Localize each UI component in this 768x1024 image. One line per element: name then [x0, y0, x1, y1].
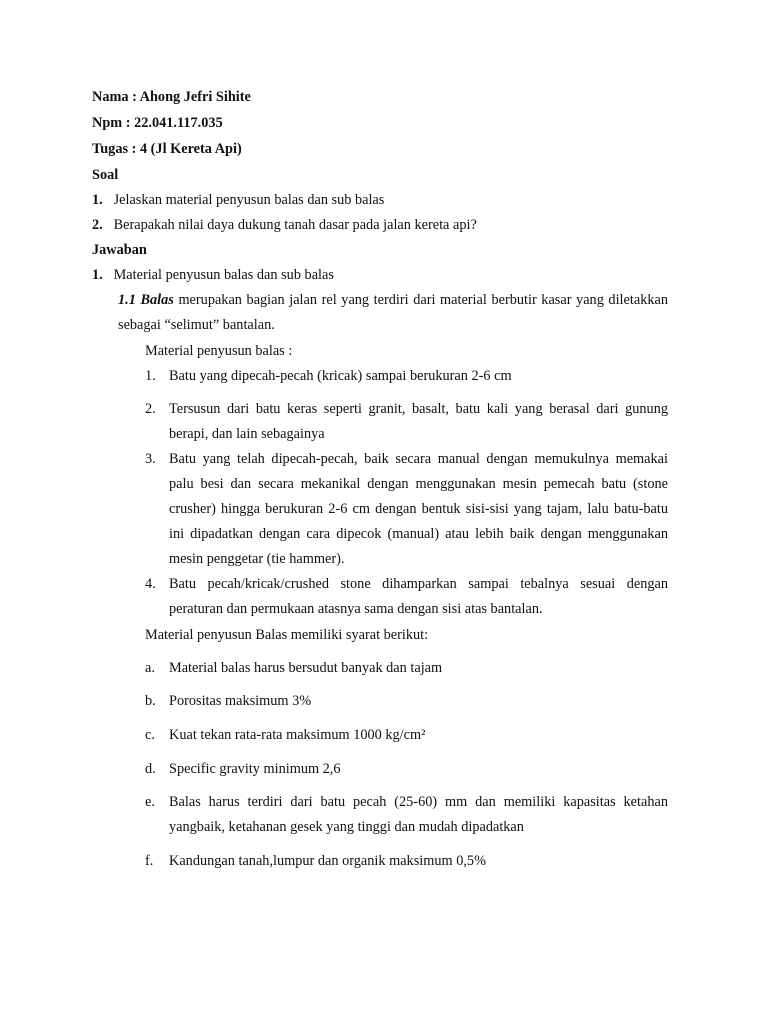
balas-label: 1.1 Balas: [118, 292, 174, 308]
syarat-item-text: Porositas maksimum 3%: [169, 693, 312, 709]
syarat-item-text: Kuat tekan rata-rata maksimum 1000 kg/cm²: [169, 727, 426, 743]
assignment-title: Tugas : 4 (Jl Kereta Api): [92, 141, 242, 157]
syarat-item-letter: d.: [145, 761, 156, 777]
syarat-item: [145, 757, 668, 782]
syarat-item-letter: f.: [145, 853, 154, 869]
balas-text: merupakan bagian jalan rel yang terdiri dari material berbutir kasar yang diletakkan sebagai “selimut” bantalan.: [118, 292, 668, 333]
jawaban-item: [92, 266, 334, 284]
material-item-text: Batu yang telah dipecah-pecah, baik secara manual dengan memukulnya memakai palu besi dan secara mekanikal dengan menggunakan mesin pemecah batu (stone crusher) hingga berukuran 2-6 cm dengan bentuk sisi-sisi yang tajam, lalu batu-batu ini dipadatkan dengan cara dipecok (manual) atau lebih baik dengan menggunakan mesin penggetar (tie hammer).: [169, 451, 668, 567]
syarat-item-text: Balas harus terdiri dari batu pecah (25-60) mm dan memiliki kapasitas ketahan yangbaik, ketahanan gesek yang tinggi dan mudah dipadatkan: [169, 794, 668, 835]
syarat-item: [145, 723, 668, 748]
jawaban-item-number: 1.: [92, 267, 103, 283]
syarat-item-text: Kandungan tanah,lumpur dan organik maksimum 0,5%: [169, 853, 486, 869]
syarat-item-letter: c.: [145, 727, 155, 743]
soal-item-text: Jelaskan material penyusun balas dan sub balas: [113, 192, 385, 208]
soal-item-number: 1.: [92, 192, 103, 208]
syarat-item: [145, 689, 668, 714]
syarat-item: [145, 656, 668, 681]
student-npm: Npm : 22.041.117.035: [92, 115, 223, 131]
balas-definition: [118, 288, 668, 338]
material-item-number: 2.: [145, 401, 156, 417]
material-item: [145, 364, 668, 389]
soal-item-number: 2.: [92, 217, 103, 233]
soal-heading: Soal: [92, 167, 119, 183]
material-item-number: 1.: [145, 368, 156, 384]
material-heading: Material penyusun balas :: [145, 343, 293, 359]
material-item-number: 4.: [145, 576, 156, 592]
material-item-text: Batu yang dipecah-pecah (kricak) sampai berukuran 2-6 cm: [169, 368, 512, 384]
soal-item: [92, 191, 384, 209]
jawaban-item-text: Material penyusun balas dan sub balas: [113, 267, 334, 283]
soal-item-text: Berapakah nilai daya dukung tanah dasar pada jalan kereta api?: [113, 217, 477, 233]
jawaban-heading: Jawaban: [92, 242, 147, 258]
syarat-item-letter: a.: [145, 660, 155, 676]
material-item: [145, 447, 668, 572]
syarat-item: [145, 849, 668, 874]
material-item: [145, 397, 668, 447]
syarat-heading: Material penyusun Balas memiliki syarat berikut:: [145, 627, 429, 643]
syarat-item: [145, 790, 668, 840]
student-name: Nama : Ahong Jefri Sihite: [92, 89, 251, 105]
material-item-number: 3.: [145, 451, 156, 467]
material-item: [145, 572, 668, 622]
syarat-item-letter: b.: [145, 693, 156, 709]
syarat-item-letter: e.: [145, 794, 155, 810]
syarat-item-text: Material balas harus bersudut banyak dan tajam: [169, 660, 443, 676]
material-item-text: Tersusun dari batu keras seperti granit, basalt, batu kali yang berasal dari gunung berapi, dan lain sebagainya: [169, 401, 668, 442]
material-item-text: Batu pecah/kricak/crushed stone dihamparkan sampai tebalnya sesuai dengan peraturan dan permukaan atasnya sama dengan sisi atas bantalan.: [169, 576, 668, 617]
soal-item: [92, 216, 477, 234]
syarat-item-text: Specific gravity minimum 2,6: [169, 761, 341, 777]
